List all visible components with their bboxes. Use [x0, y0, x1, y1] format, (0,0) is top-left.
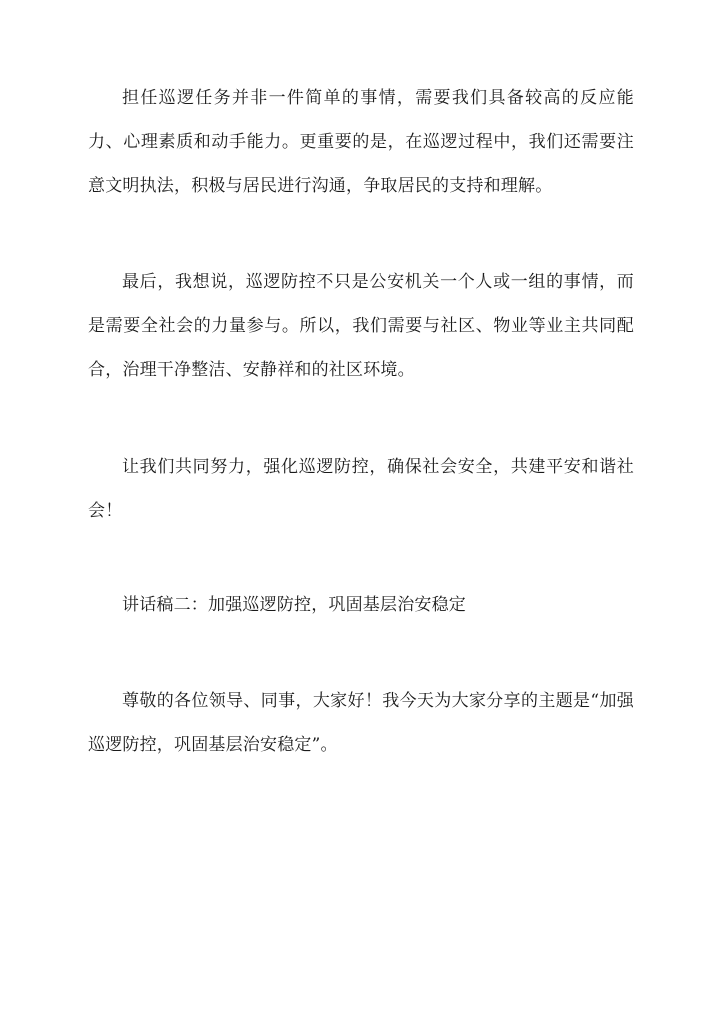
paragraph-patrol-requirements: 担任巡逻任务并非一件简单的事情，需要我们具备较高的反应能力、心理素质和动手能力。更重要的是，在巡逻过程中，我们还需要注意文明执法，积极与居民进行沟通，争取居民的支持和理解。	[88, 88, 634, 196]
paragraph-society-participation: 最后，我想说，巡逻防控不只是公安机关一个人或一组的事情，而是需要全社会的力量参与。所以，我们需要与社区、物业等业主共同配合，治理干净整洁、安静祥和的社区环境。	[88, 272, 634, 380]
paragraph-closing-call: 让我们共同努力，强化巡逻防控，确保社会安全，共建平安和谐社会！	[88, 457, 634, 521]
paragraph-greeting: 尊敬的各位领导、同事，大家好！我今天为大家分享的主题是“加强巡逻防控，巩固基层治安稳定”。	[88, 691, 634, 755]
speech-two-heading: 讲话稿二：加强巡逻防控，巩固基层治安稳定	[122, 595, 466, 615]
